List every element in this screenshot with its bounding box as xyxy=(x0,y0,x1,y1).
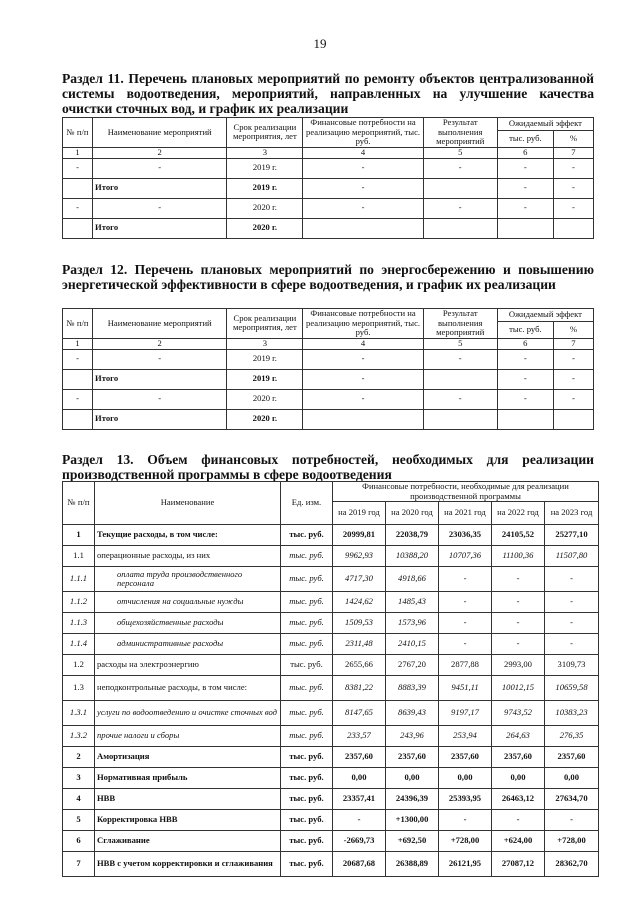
row-number: 1.1.1 xyxy=(63,567,95,592)
row-value: +728,00 xyxy=(545,831,599,852)
row-value: +1300,00 xyxy=(386,810,439,831)
table-row xyxy=(63,789,599,810)
header-result: Результат выполнения мероприятий xyxy=(423,118,497,148)
column-number: 7 xyxy=(553,147,593,158)
table-cell: - xyxy=(303,158,423,178)
row-number: 1.1.4 xyxy=(63,634,95,655)
header-effect-pct: % xyxy=(553,130,593,147)
page-number: 19 xyxy=(313,36,327,51)
row-value: 9743,52 xyxy=(492,701,545,726)
header-effect-rub: тыс. руб. xyxy=(497,321,553,338)
row-value: 2311,48 xyxy=(333,634,386,655)
column-number: 3 xyxy=(227,147,303,158)
row-value: 1424,62 xyxy=(333,592,386,613)
row-value: - xyxy=(492,592,545,613)
header-term: Срок реализации мероприятия, лет xyxy=(227,118,303,148)
row-name: Сглаживание xyxy=(95,831,281,852)
table-cell: - xyxy=(93,349,227,369)
row-value: 23357,41 xyxy=(333,789,386,810)
row-name: Текущие расходы, в том числе: xyxy=(95,525,281,546)
header-row xyxy=(63,309,594,322)
table-cell: - xyxy=(497,158,553,178)
row-number: 6 xyxy=(63,831,95,852)
row-value: 27087,12 xyxy=(492,852,545,877)
column-number-row xyxy=(63,147,594,158)
row-value: 3109,73 xyxy=(545,655,599,676)
row-value: 9197,17 xyxy=(439,701,492,726)
row-name: Амортизация xyxy=(95,747,281,768)
table-cell: - xyxy=(553,178,593,198)
row-value: 243,96 xyxy=(386,726,439,747)
row-value: - xyxy=(545,592,599,613)
row-unit: тыс. руб. xyxy=(281,810,333,831)
table-cell: 2019 г. xyxy=(227,369,303,389)
row-name: услуги по водоотведению и очистке сточных вод xyxy=(95,701,281,726)
row-number: 1.2 xyxy=(63,655,95,676)
header-unit: Ед. изм. xyxy=(281,482,333,525)
row-value: 26121,95 xyxy=(439,852,492,877)
row-value: 8883,39 xyxy=(386,676,439,701)
header-year: на 2022 год xyxy=(492,502,545,525)
row-value: - xyxy=(545,613,599,634)
row-unit: тыс. руб. xyxy=(281,747,333,768)
row-value: 11507,80 xyxy=(545,546,599,567)
table-cell: 2019 г. xyxy=(227,349,303,369)
row-value: 10659,58 xyxy=(545,676,599,701)
table-cell xyxy=(423,178,497,198)
row-number: 1.3 xyxy=(63,676,95,701)
table-row xyxy=(63,634,599,655)
column-number: 6 xyxy=(497,147,553,158)
row-value: 0,00 xyxy=(545,768,599,789)
row-value: 1509,53 xyxy=(333,613,386,634)
row-value: 25393,95 xyxy=(439,789,492,810)
row-value: 2767,20 xyxy=(386,655,439,676)
row-number: 5 xyxy=(63,810,95,831)
table-cell xyxy=(303,409,423,429)
row-value: - xyxy=(545,634,599,655)
row-name: прочие налоги и сборы xyxy=(95,726,281,747)
row-value: 10707,36 xyxy=(439,546,492,567)
row-unit: тыс. руб. xyxy=(281,567,333,592)
section-13-heading: Раздел 13. Объем финансовых потребностей, необходимых для реализации производственной программы в сфере водоотведения xyxy=(62,452,594,482)
row-number: 3 xyxy=(63,768,95,789)
table-cell: - xyxy=(93,389,227,409)
row-value: - xyxy=(439,567,492,592)
column-number-row xyxy=(63,338,594,349)
table-cell: Итого xyxy=(93,409,227,429)
table-cell: - xyxy=(553,369,593,389)
row-value: 1485,43 xyxy=(386,592,439,613)
row-value: 0,00 xyxy=(333,768,386,789)
row-value: +728,00 xyxy=(439,831,492,852)
row-number: 1.1 xyxy=(63,546,95,567)
table-cell: - xyxy=(497,178,553,198)
table-cell: - xyxy=(497,389,553,409)
row-value: 20687,68 xyxy=(333,852,386,877)
row-value: - xyxy=(492,567,545,592)
row-value: - xyxy=(545,810,599,831)
row-value: - xyxy=(492,634,545,655)
table-cell: 2020 г. xyxy=(227,198,303,218)
header-name: Наименование мероприятий xyxy=(93,309,227,339)
table-cell: - xyxy=(553,349,593,369)
table-cell: Итого xyxy=(93,369,227,389)
table-cell xyxy=(63,178,93,198)
row-name: Нормативная прибыль xyxy=(95,768,281,789)
row-unit: тыс. руб. xyxy=(281,676,333,701)
table-cell xyxy=(423,369,497,389)
table-row xyxy=(63,546,599,567)
column-number: 4 xyxy=(303,147,423,158)
row-unit: тыс. руб. xyxy=(281,852,333,877)
row-value: 22038,79 xyxy=(386,525,439,546)
table-cell xyxy=(553,409,593,429)
table-cell: - xyxy=(303,349,423,369)
table-cell: - xyxy=(497,369,553,389)
table-cell xyxy=(497,409,553,429)
table-cell: - xyxy=(63,349,93,369)
table-cell: - xyxy=(303,178,423,198)
row-value: +624,00 xyxy=(492,831,545,852)
row-value: - xyxy=(545,567,599,592)
header-effect: Ожидаемый эффект xyxy=(497,309,593,322)
row-number: 1.1.2 xyxy=(63,592,95,613)
row-value: 0,00 xyxy=(439,768,492,789)
row-number: 4 xyxy=(63,789,95,810)
header-num: № п/п xyxy=(63,118,93,148)
row-value: 26388,89 xyxy=(386,852,439,877)
column-number: 4 xyxy=(303,338,423,349)
row-value: 2655,66 xyxy=(333,655,386,676)
table-cell xyxy=(63,218,93,238)
header-year: на 2020 год xyxy=(386,502,439,525)
header-financing: Финансовые потребности, необходимые для реализации производственной программы xyxy=(333,482,599,502)
table-cell xyxy=(497,218,553,238)
header-effect: Ожидаемый эффект xyxy=(497,118,593,131)
row-value: 24396,39 xyxy=(386,789,439,810)
table-row xyxy=(63,676,599,701)
row-value: - xyxy=(439,592,492,613)
row-value: 2877,88 xyxy=(439,655,492,676)
row-number: 1.1.3 xyxy=(63,613,95,634)
table-row xyxy=(63,852,599,877)
table-row xyxy=(63,701,599,726)
table-row xyxy=(63,158,594,178)
row-name: НВВ xyxy=(95,789,281,810)
row-value: 11100,36 xyxy=(492,546,545,567)
column-number: 5 xyxy=(423,147,497,158)
column-number: 5 xyxy=(423,338,497,349)
row-value: 2357,60 xyxy=(386,747,439,768)
header-year: на 2021 год xyxy=(439,502,492,525)
table-cell: 2020 г. xyxy=(227,218,303,238)
row-value: 1573,96 xyxy=(386,613,439,634)
header-row xyxy=(63,482,599,502)
row-value: 0,00 xyxy=(492,768,545,789)
row-name: неподконтрольные расходы, в том числе: xyxy=(95,676,281,701)
row-value: 2993,00 xyxy=(492,655,545,676)
table-cell: Итого xyxy=(93,178,227,198)
row-value: 24105,52 xyxy=(492,525,545,546)
row-unit: тыс. руб. xyxy=(281,613,333,634)
table-cell xyxy=(423,218,497,238)
header-year: на 2023 год xyxy=(545,502,599,525)
section-13-table xyxy=(62,481,599,877)
column-number: 6 xyxy=(497,338,553,349)
row-unit: тыс. руб. xyxy=(281,634,333,655)
table-cell: - xyxy=(63,389,93,409)
row-unit: тыс. руб. xyxy=(281,726,333,747)
row-unit: тыс. руб. xyxy=(281,701,333,726)
table-row xyxy=(63,349,594,369)
row-number: 1 xyxy=(63,525,95,546)
row-unit: тыс. руб. xyxy=(281,592,333,613)
table-row xyxy=(63,218,594,238)
table-row xyxy=(63,747,599,768)
row-value: 2357,60 xyxy=(492,747,545,768)
row-value: 2357,60 xyxy=(333,747,386,768)
table-row xyxy=(63,655,599,676)
row-number: 7 xyxy=(63,852,95,877)
row-name: административные расходы xyxy=(95,634,281,655)
row-name: отчисления на социальные нужды xyxy=(95,592,281,613)
row-value: 8147,65 xyxy=(333,701,386,726)
row-value: 10388,20 xyxy=(386,546,439,567)
table-cell: - xyxy=(423,198,497,218)
row-unit: тыс. руб. xyxy=(281,768,333,789)
table-cell: - xyxy=(303,389,423,409)
row-value: +692,50 xyxy=(386,831,439,852)
table-row xyxy=(63,198,594,218)
row-value: - xyxy=(492,810,545,831)
table-cell: Итого xyxy=(93,218,227,238)
row-name: оплата труда производственного персонала xyxy=(95,567,281,592)
row-value: - xyxy=(439,613,492,634)
table-row xyxy=(63,768,599,789)
row-value: 23036,35 xyxy=(439,525,492,546)
row-value: 276,35 xyxy=(545,726,599,747)
row-value: 264,63 xyxy=(492,726,545,747)
table-cell xyxy=(553,218,593,238)
row-value: 28362,70 xyxy=(545,852,599,877)
header-financing: Финансовые потребности на реализацию мероприятий, тыс. руб. xyxy=(303,118,423,148)
column-number: 2 xyxy=(93,147,227,158)
row-value: 25277,10 xyxy=(545,525,599,546)
table-cell: - xyxy=(423,349,497,369)
column-number: 7 xyxy=(553,338,593,349)
row-value: 8639,43 xyxy=(386,701,439,726)
column-number: 2 xyxy=(93,338,227,349)
table-row xyxy=(63,810,599,831)
table-row xyxy=(63,409,594,429)
header-num: № п/п xyxy=(63,482,95,525)
row-value: - xyxy=(333,810,386,831)
row-value: 2357,60 xyxy=(439,747,492,768)
table-cell xyxy=(63,409,93,429)
table-cell: 2020 г. xyxy=(227,409,303,429)
table-cell: 2019 г. xyxy=(227,178,303,198)
row-value: 233,57 xyxy=(333,726,386,747)
table-row xyxy=(63,369,594,389)
section-12-heading: Раздел 12. Перечень плановых мероприятий по энергосбережению и повышению энергетической эффективности в сфере водоотведения, и график их реализации xyxy=(62,262,594,292)
row-value: 9962,93 xyxy=(333,546,386,567)
row-name: расходы на электроэнергию xyxy=(95,655,281,676)
column-number: 1 xyxy=(63,338,93,349)
row-value: 10383,23 xyxy=(545,701,599,726)
table-row xyxy=(63,613,599,634)
column-number: 1 xyxy=(63,147,93,158)
row-value: 253,94 xyxy=(439,726,492,747)
row-unit: тыс. руб. xyxy=(281,789,333,810)
table-row xyxy=(63,567,599,592)
table-cell: - xyxy=(63,198,93,218)
header-result: Результат выполнения мероприятий xyxy=(423,309,497,339)
table-cell: - xyxy=(303,369,423,389)
header-effect-rub: тыс. руб. xyxy=(497,130,553,147)
table-row xyxy=(63,831,599,852)
table-cell: - xyxy=(63,158,93,178)
section-12-table xyxy=(62,308,594,430)
row-value: 27634,70 xyxy=(545,789,599,810)
header-financing: Финансовые потребности на реализацию мероприятий, тыс. руб. xyxy=(303,309,423,339)
row-unit: тыс. руб. xyxy=(281,831,333,852)
table-cell: - xyxy=(423,389,497,409)
header-row xyxy=(63,118,594,131)
table-cell: - xyxy=(497,198,553,218)
row-value: -2669,73 xyxy=(333,831,386,852)
table-cell: - xyxy=(423,158,497,178)
table-cell: - xyxy=(93,198,227,218)
row-value: 20999,81 xyxy=(333,525,386,546)
table-cell: - xyxy=(497,349,553,369)
row-value: 8381,22 xyxy=(333,676,386,701)
header-num: № п/п xyxy=(63,309,93,339)
row-number: 1.3.1 xyxy=(63,701,95,726)
row-value: 26463,12 xyxy=(492,789,545,810)
header-name: Наименование xyxy=(95,482,281,525)
table-cell: - xyxy=(93,158,227,178)
row-value: 9451,11 xyxy=(439,676,492,701)
table-cell: - xyxy=(553,198,593,218)
table-cell xyxy=(63,369,93,389)
table-row xyxy=(63,389,594,409)
row-value: - xyxy=(492,613,545,634)
row-name: общехозяйственные расходы xyxy=(95,613,281,634)
section-11-table xyxy=(62,117,594,239)
table-cell xyxy=(423,409,497,429)
row-name: НВВ с учетом корректировки и сглаживания xyxy=(95,852,281,877)
table-cell xyxy=(303,218,423,238)
header-term: Срок реализации мероприятия, лет xyxy=(227,309,303,339)
table-cell: - xyxy=(553,158,593,178)
row-unit: тыс. руб. xyxy=(281,525,333,546)
row-number: 1.3.2 xyxy=(63,726,95,747)
row-value: - xyxy=(439,810,492,831)
row-value: - xyxy=(439,634,492,655)
table-cell: - xyxy=(553,389,593,409)
row-name: Корректировка НВВ xyxy=(95,810,281,831)
table-row xyxy=(63,525,599,546)
row-value: 0,00 xyxy=(386,768,439,789)
row-value: 10012,15 xyxy=(492,676,545,701)
row-value: 4918,66 xyxy=(386,567,439,592)
header-year: на 2019 год xyxy=(333,502,386,525)
table-row xyxy=(63,726,599,747)
table-cell: - xyxy=(303,198,423,218)
row-value: 4717,30 xyxy=(333,567,386,592)
header-name: Наименование мероприятий xyxy=(93,118,227,148)
section-11-heading: Раздел 11. Перечень плановых мероприятий по ремонту объектов централизованной системы водоотведения, мероприятий, направленных на улучшение качества очистки сточных вод, и график их реализации xyxy=(62,71,594,116)
row-value: 2410,15 xyxy=(386,634,439,655)
header-effect-pct: % xyxy=(553,321,593,338)
row-unit: тыс. руб. xyxy=(281,546,333,567)
table-cell: 2020 г. xyxy=(227,389,303,409)
column-number: 3 xyxy=(227,338,303,349)
row-number: 2 xyxy=(63,747,95,768)
row-unit: тыс. руб. xyxy=(281,655,333,676)
table-row xyxy=(63,592,599,613)
row-name: операционные расходы, из них xyxy=(95,546,281,567)
table-cell: 2019 г. xyxy=(227,158,303,178)
table-row xyxy=(63,178,594,198)
row-value: 2357,60 xyxy=(545,747,599,768)
